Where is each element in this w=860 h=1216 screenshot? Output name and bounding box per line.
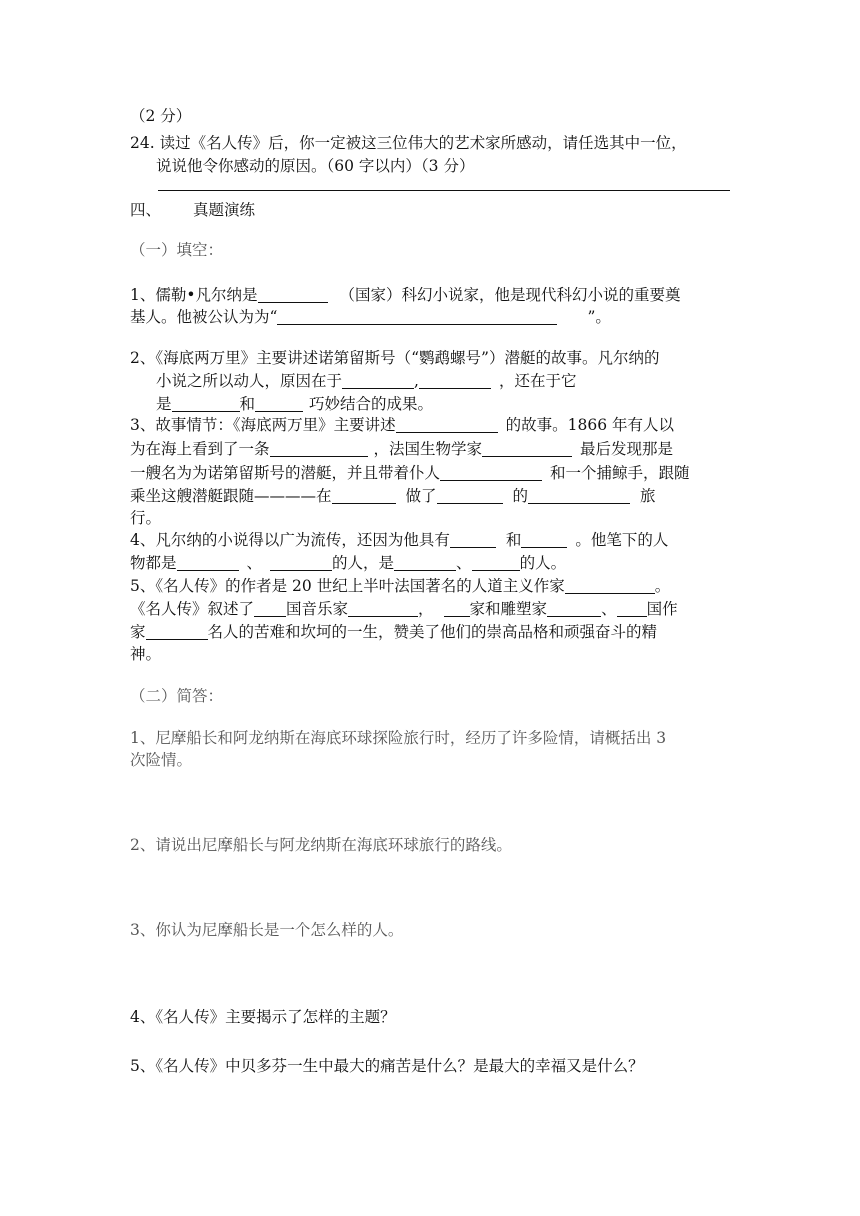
blank-field[interactable] <box>547 600 601 617</box>
blank-field[interactable] <box>258 286 328 303</box>
blank-field[interactable] <box>450 531 496 548</box>
fill-q3-line1: 3、故事情节：《海底两万里》主要讲述 的故事。1866 年有人以 <box>130 416 674 434</box>
blank-field[interactable] <box>277 308 557 325</box>
blank-field[interactable] <box>255 395 303 412</box>
blank-field[interactable] <box>172 395 240 412</box>
fill-q2-line3: 是 和 巧妙结合的成果。 <box>156 395 434 413</box>
blank-field[interactable] <box>348 600 418 617</box>
blank-field[interactable] <box>472 554 520 571</box>
fill-q4-line1: 4、凡尔纳的小说得以广为流传，还因为他具有 和 。他笔下的人 <box>130 531 669 549</box>
fill-q2-line2: 小说之所以动人，原因在于 , ，还在于它 <box>156 372 577 390</box>
short-q1-line1: 1、尼摩船长和阿龙纳斯在海底环球探险旅行时，经历了许多险情，请概括出 3 <box>130 729 667 747</box>
blank-field[interactable] <box>332 487 396 504</box>
blank-field[interactable] <box>440 464 542 481</box>
section-heading <box>130 200 255 220</box>
short-q1-line2: 次险情。 <box>130 751 193 769</box>
fill-q3-line2: 为在海上看到了一条 ，法国生物学家 最后发现那是 <box>130 440 674 458</box>
answer-line <box>158 190 730 191</box>
fill-q1-line1: 1、儒勒•凡尔纳是 （国家）科幻小说家，他是现代科幻小说的重要奠 <box>130 286 681 304</box>
fill-q5-line3: 家 名人的苦难和坎坷的一生，赞美了他们的崇高品格和顽强奋斗的精 <box>130 623 658 641</box>
section-number: 四、 <box>130 201 162 219</box>
short-q5: 5、《名人传》中贝多芬一生中最大的痛苦是什么？是最大的幸福又是什么？ <box>130 1057 644 1075</box>
short-q4: 4、《名人传》主要揭示了怎样的主题？ <box>130 1008 396 1026</box>
fill-q3-line4: 乘坐这艘潜艇跟随————在 做了 的 旅 <box>130 487 656 505</box>
fill-q5-line1: 5、《名人传》的作者是 20 世纪上半叶法国著名的人道主义作家 。 <box>130 577 671 595</box>
blank-field[interactable] <box>528 487 630 504</box>
blank-field[interactable] <box>270 554 332 571</box>
short-q2: 2、请说出尼摩船长与阿龙纳斯在海底环球旅行的路线。 <box>130 836 512 854</box>
short-heading: （二）简答： <box>130 687 224 705</box>
score-note: （2 分） <box>130 107 192 125</box>
blank-field[interactable] <box>254 600 286 617</box>
fill-heading: （一）填空： <box>130 241 224 259</box>
blank-field[interactable] <box>617 600 647 617</box>
fill-q1-line2: 基人。他被公认为为“ ”。 <box>130 308 611 326</box>
blank-field[interactable] <box>270 440 368 457</box>
fill-q5-line2: 《名人传》叙述了 国音乐家 ， 家和雕塑家 、 国作 <box>130 600 678 618</box>
blank-field[interactable] <box>396 416 498 433</box>
question-24-line2: 说说他令你感动的原因。（60 字以内）（3 分） <box>156 157 475 175</box>
short-q3: 3、你认为尼摩船长是一个怎么样的人。 <box>130 921 404 939</box>
blank-field[interactable] <box>521 531 567 548</box>
fill-q3-line5: 行。 <box>130 509 162 527</box>
blank-field[interactable] <box>342 372 414 389</box>
fill-q2-line1: 2、《海底两万里》主要讲述诺第留斯号（“鹦鹉螺号”）潜艇的故事。凡尔纳的 <box>130 349 660 367</box>
blank-field[interactable] <box>482 440 572 457</box>
blank-field[interactable] <box>177 554 239 571</box>
blank-field[interactable] <box>437 487 503 504</box>
blank-field[interactable] <box>146 623 208 640</box>
blank-field[interactable] <box>565 577 655 594</box>
fill-q3-line3: 一艘名为为诺第留斯号的潜艇，并且带着仆人 和一个捕鲸手，跟随 <box>130 464 690 482</box>
blank-field[interactable] <box>444 600 470 617</box>
blank-field[interactable] <box>419 372 491 389</box>
blank-field[interactable] <box>394 554 456 571</box>
fill-q4-line2: 物都是 、 的人，是 、 的人。 <box>130 554 567 572</box>
section-title: 真题演练 <box>193 201 256 219</box>
fill-q5-line4: 神。 <box>130 645 162 663</box>
question-24-line1: 24. 读过《名人传》后，你一定被这三位伟大的艺术家所感动，请任选其中一位， <box>130 134 687 152</box>
